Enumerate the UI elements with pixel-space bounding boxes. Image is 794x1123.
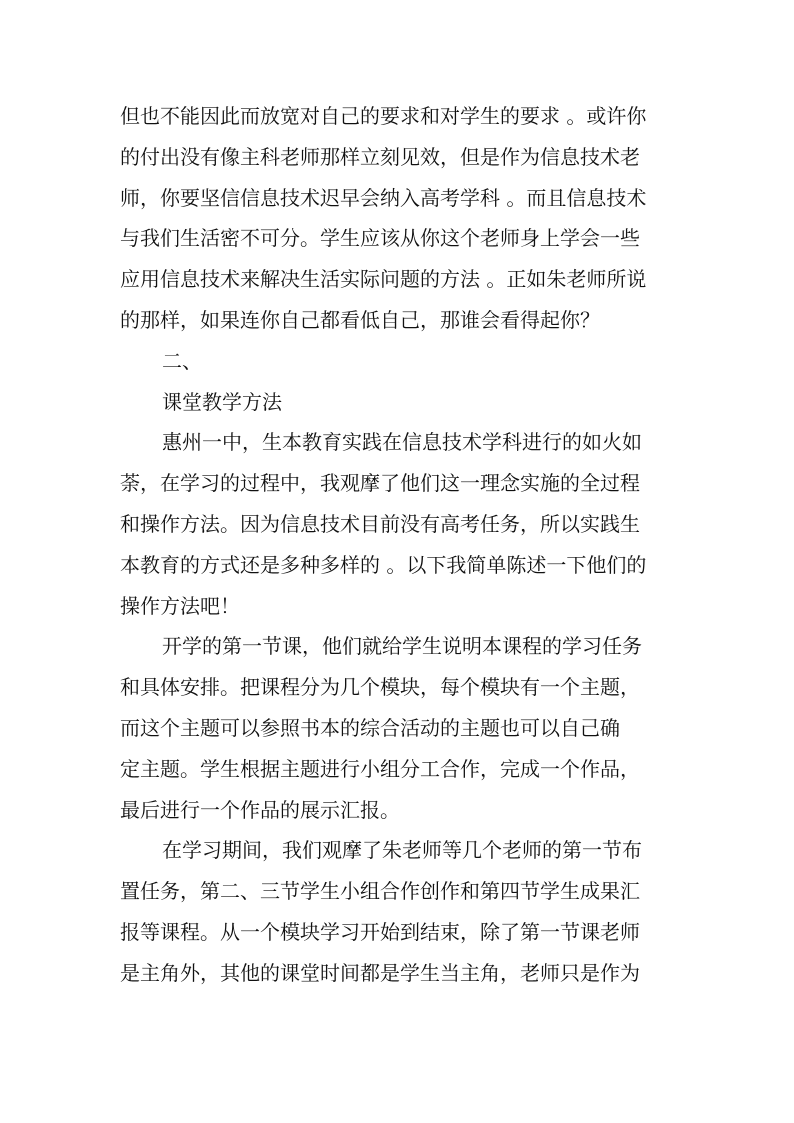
text-line: 的付出没有像主科老师那样立刻见效，但是作为信息技术老 <box>120 144 640 169</box>
text-line: 应用信息技术来解决生活实际问题的方法 。正如朱老师所说 <box>120 267 647 292</box>
text-line: 本教育的方式还是多种多样的 。以下我简单陈述一下他们的 <box>120 552 647 577</box>
text-line: 在学习期间，我们观摩了朱老师等几个老师的第一节布 <box>162 838 642 863</box>
text-line: 置任务，第二、三节学生小组合作创作和第四节学生成果汇 <box>120 879 640 904</box>
text-line: 报等课程。从一个模块学习开始到结束，除了第一节课老师 <box>120 919 640 944</box>
text-line: 开学的第一节课，他们就给学生说明本课程的学习任务 <box>162 634 642 659</box>
text-line: 最后进行一个作品的展示汇报。 <box>120 797 400 822</box>
text-line: 师，你要坚信信息技术迟早会纳入高考学科 。而且信息技术 <box>120 185 647 210</box>
text-line: 和具体安排。把课程分为几个模块，每个模块有一个主题， <box>120 675 640 700</box>
text-line: 荼，在学习的过程中，我观摩了他们这一理念实施的全过程 <box>120 471 640 496</box>
text-line: 二、 <box>162 348 202 373</box>
text-line: 惠州一中，生本教育实践在信息技术学科进行的如火如 <box>162 430 642 455</box>
document-body <box>120 96 690 994</box>
text-line: 的那样，如果连你自己都看低自己，那谁会看得起你？ <box>120 307 600 332</box>
text-line: 但也不能因此而放宽对自己的要求和对学生的要求 。或许你 <box>120 104 647 128</box>
text-line: 定主题。学生根据主题进行小组分工合作，完成一个作品， <box>120 756 640 781</box>
text-line: 而这个主题可以参照书本的综合活动的主题也可以自己确 <box>120 715 620 740</box>
text-line: 和操作方法。因为信息技术目前没有高考任务，所以实践生 <box>120 511 640 536</box>
text-line: 课堂教学方法 <box>162 389 282 414</box>
text-line: 是主角外，其他的课堂时间都是学生当主角，老师只是作为 <box>120 960 640 985</box>
text-line: 与我们生活密不可分。学生应该从你这个老师身上学会一些 <box>120 226 640 251</box>
text-line: 操作方法吧！ <box>120 593 240 618</box>
